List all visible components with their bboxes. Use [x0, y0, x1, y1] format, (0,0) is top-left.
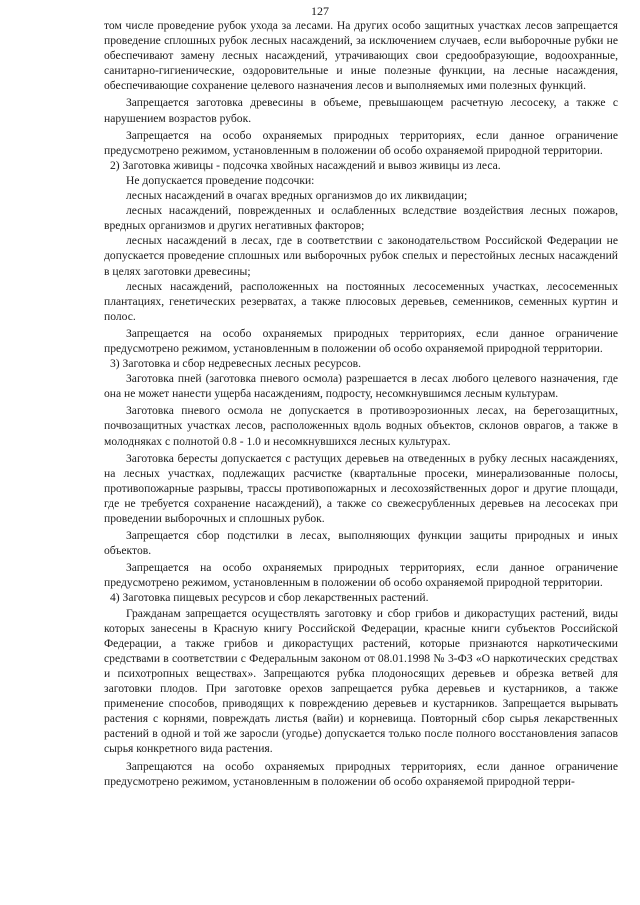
paragraph-timber-harvest-limit: Запрещается заготовка древесины в объеме, превышающем расчетную лесосеку, а также с нарушением возрастов рубок. — [104, 96, 618, 125]
section-heading-resin: 2) Заготовка живицы - подсочка хвойных насаждений и вывоз живицы из леса. — [110, 158, 501, 172]
paragraph-protected-areas-3: Запрещается на особо охраняемых природных территориях, если данное ограничение предусмотрено режимом, установленным в положении об особо охраняемой природной территории. — [104, 561, 618, 590]
paragraph-tapping-not-allowed: Не допускается проведение подсочки: — [126, 173, 315, 187]
paragraph-stump-harvest: Заготовка пней (заготовка пневого осмола) разрешается в лесах любого целевого назначения, где она не может нанести ущерба насаждениям, подросту, несомкнувшимся лесным культурам. — [104, 372, 618, 401]
list-item-seed-plantations: лесных насаждений, расположенных на постоянных лесосеменных участках, лесосеменных плантациях, генетических резерватах, а также плюсовых деревьев, семенников, семенных куртин и полос. — [104, 279, 618, 323]
list-item-damaged-stands: лесных насаждений, поврежденных и ослабленных вследствие воздействия лесных пожаров, вредных организмов и других негативных факторов; — [104, 204, 618, 233]
paragraph-litter-collection: Запрещается сбор подстилки в лесах, выполняющих функции защиты природных и иных объектов. — [104, 529, 618, 558]
list-item-restricted-forests: лесных насаждений в лесах, где в соответствии с законодательством Российской Федерации не допускается проведение сплошных или выборочных рубок спелых и перестойных лесных насаждений в целях заготовки древесины; — [104, 234, 618, 278]
section-heading-non-timber: 3) Заготовка и сбор недревесных лесных ресурсов. — [110, 357, 361, 371]
paragraph-mushroom-plant-collection: Гражданам запрещается осуществлять заготовку и сбор грибов и дикорастущих растений, виды которых занесены в Красную книгу Российской Федерации, красные книги субъектов Российской Федерации, а также грибов и дикорастущих растений, которые признаются наркотическими средствами в соответствии с Федеральным законом от 08.01.1998 № 3-ФЗ «О наркотических средствах и психотропных веществах». Запрещаются рубка плодоносящих деревьев и обрезка ветвей для заготовки плодов. При заготовке орехов запрещается рубка деревьев и кустарников, а также применение способов, приводящих к повреждению деревьев и кустарников. Запрещается вырывать растения с корнями, повреждать листья (вайи) и корневища. Повторный сбор сырья лекарственных растений в одной и той же заросли (угодье) допускается только после полного восстановления запасов сырья конкретного вида растения. — [104, 606, 618, 756]
paragraph-stump-resin-restrictions: Заготовка пневого осмола не допускается в противоэрозионных лесах, на берегозащитных, почвозащитных участках лесов, расположенных вдоль водных объектов, склонов оврагов, а также в молодняках с полнотой 0.8 - 1.0 и несомкнувшихся лесных культурах. — [104, 404, 618, 448]
paragraph-protected-areas-2: Запрещается на особо охраняемых природных территориях, если данное ограничение предусмотрено режимом, установленным в положении об особо охраняемой природной территории. — [104, 326, 618, 355]
paragraph-protected-areas-4: Запрещаются на особо охраняемых природных территориях, если данное ограничение предусмотрено режимом, установленным в положении об особо охраняемой природной терри- — [104, 759, 618, 788]
paragraph-forest-protection-cuttings: том числе проведение рубок ухода за лесами. На других особо защитных участках лесов запрещается проведение сплошных рубок лесных насаждений, за исключением случаев, если выборочные рубки не обеспечивают замену лесных насаждений, утрачивающих свои средообразующие, водоохранные, санитарно-гигиенические, оздоровительные и иные полезные функции, на лесные насаждения, обеспечивающие сохранение целевого назначения лесов и выполняемых ими полезных функций. — [104, 19, 618, 93]
paragraph-protected-areas-1: Запрещается на особо охраняемых природных территориях, если данное ограничение предусмотрено режимом, установленным в положении об особо охраняемой природной территории. — [104, 128, 618, 157]
paragraph-birch-bark: Заготовка бересты допускается с растущих деревьев на отведенных в рубку лесных насаждениях, на лесных участках, подлежащих расчистке (квартальные просеки, минерализованные полосы, противопожарные разрывы, трассы противопожарных и лесохозяйственных дорог и другие площади, где не требуется сохранение насаждений), а также со свежесрубленных деревьев на лесосеках при проведении выборочных и сплошных рубок. — [104, 451, 618, 525]
document-body — [104, 18, 618, 789]
list-item-pest-foci: лесных насаждений в очагах вредных организмов до их ликвидации; — [126, 189, 468, 203]
page-number: 127 — [311, 4, 329, 18]
section-heading-food-medicinal: 4) Заготовка пищевых ресурсов и сбор лекарственных растений. — [110, 591, 429, 605]
